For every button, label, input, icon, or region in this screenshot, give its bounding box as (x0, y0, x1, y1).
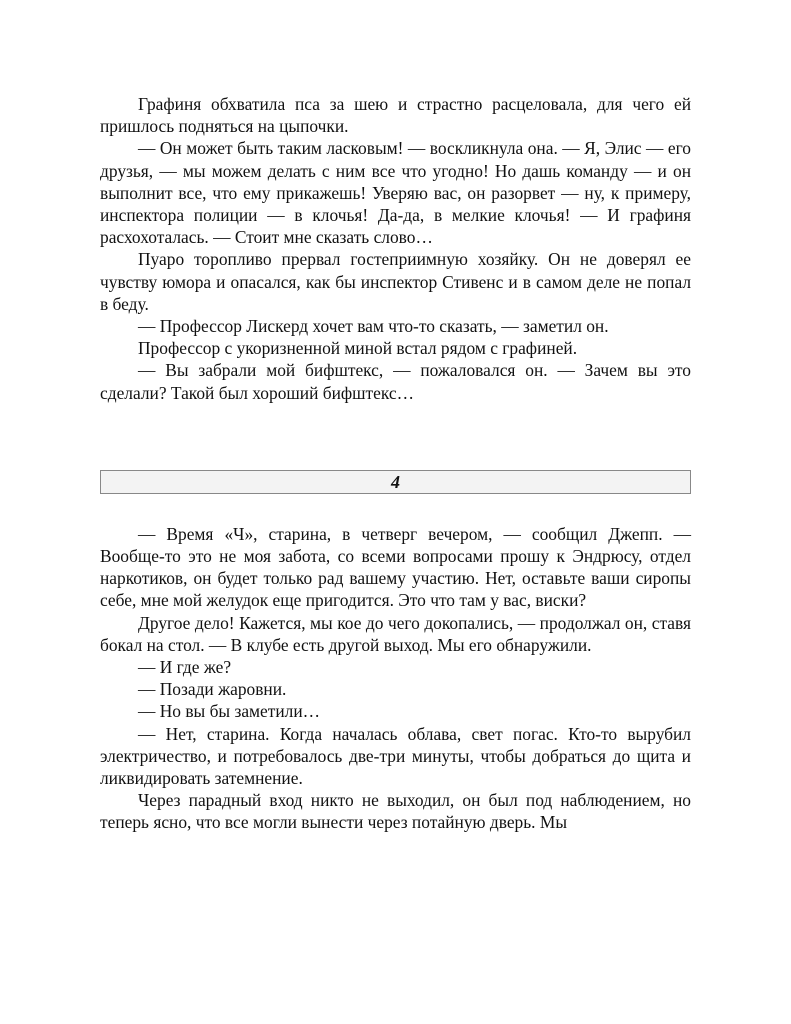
paragraph: Пуаро торопливо прервал гостеприимную хозяйку. Он не доверял ее чувству юмора и опасался, как бы инспектор Стивенс и в самом деле не попал в беду. (100, 249, 691, 314)
paragraph: — И где же? (138, 657, 232, 678)
paragraph: — Он может быть таким ласковым! — воскликнула она. — Я, Элис — его друзья, — мы можем делать с ним все что угодно! Но дашь команду — и он выполнит все, что ему прикажешь! Уверяю вас, он разорвет — ну, к примеру, инспектора полиции — в клочья! Да-да, в мелкие клочья! — И графиня расхохоталась. — Стоит мне сказать слово… (100, 138, 691, 248)
section-spacer (100, 404, 691, 470)
paragraph: Профессор с укоризненной миной встал рядом с графиней. (138, 338, 578, 359)
paragraph: Через парадный вход никто не выходил, он был под наблюдением, но теперь ясно, что все могли вынести через потайную дверь. Мы (100, 790, 691, 833)
paragraph: — Вы забрали мой бифштекс, — пожаловался он. — Зачем вы это сделали? Такой был хороший бифштекс… (100, 360, 691, 403)
paragraph: — Нет, старина. Когда началась облава, свет погас. Кто-то вырубил электричество, и потребовалось две-три минуты, чтобы добраться до щита и ликвидировать затемнение. (100, 723, 691, 789)
section-spacer (100, 494, 691, 523)
paragraph: — Позади жаровни. (138, 679, 287, 700)
page-content (100, 93, 691, 834)
chapter-heading (100, 470, 691, 494)
paragraph: Графиня обхватила пса за шею и страстно расцеловала, для чего ей пришлось подняться на цыпочки. (100, 94, 691, 137)
section-1 (100, 93, 691, 404)
section-2 (100, 523, 691, 834)
chapter-number: 4 (391, 471, 400, 492)
paragraph: — Профессор Лискерд хочет вам что-то сказать, — заметил он. (138, 316, 609, 337)
paragraph: — Время «Ч», старина, в четверг вечером, — сообщил Джепп. — Вообще-то это не моя забота, со всеми вопросами прошу к Эндрюсу, отдел наркотиков, он будет только рад вашему участию. Нет, оставьте ваши сиропы себе, мне мой желудок еще пригодится. Это что там у вас, виски? (100, 523, 691, 611)
paragraph: Другое дело! Кажется, мы кое до чего докопались, — продолжал он, ставя бокал на стол. — В клубе есть другой выход. Мы его обнаружили. (100, 612, 691, 655)
paragraph: — Но вы бы заметили… (138, 701, 321, 722)
